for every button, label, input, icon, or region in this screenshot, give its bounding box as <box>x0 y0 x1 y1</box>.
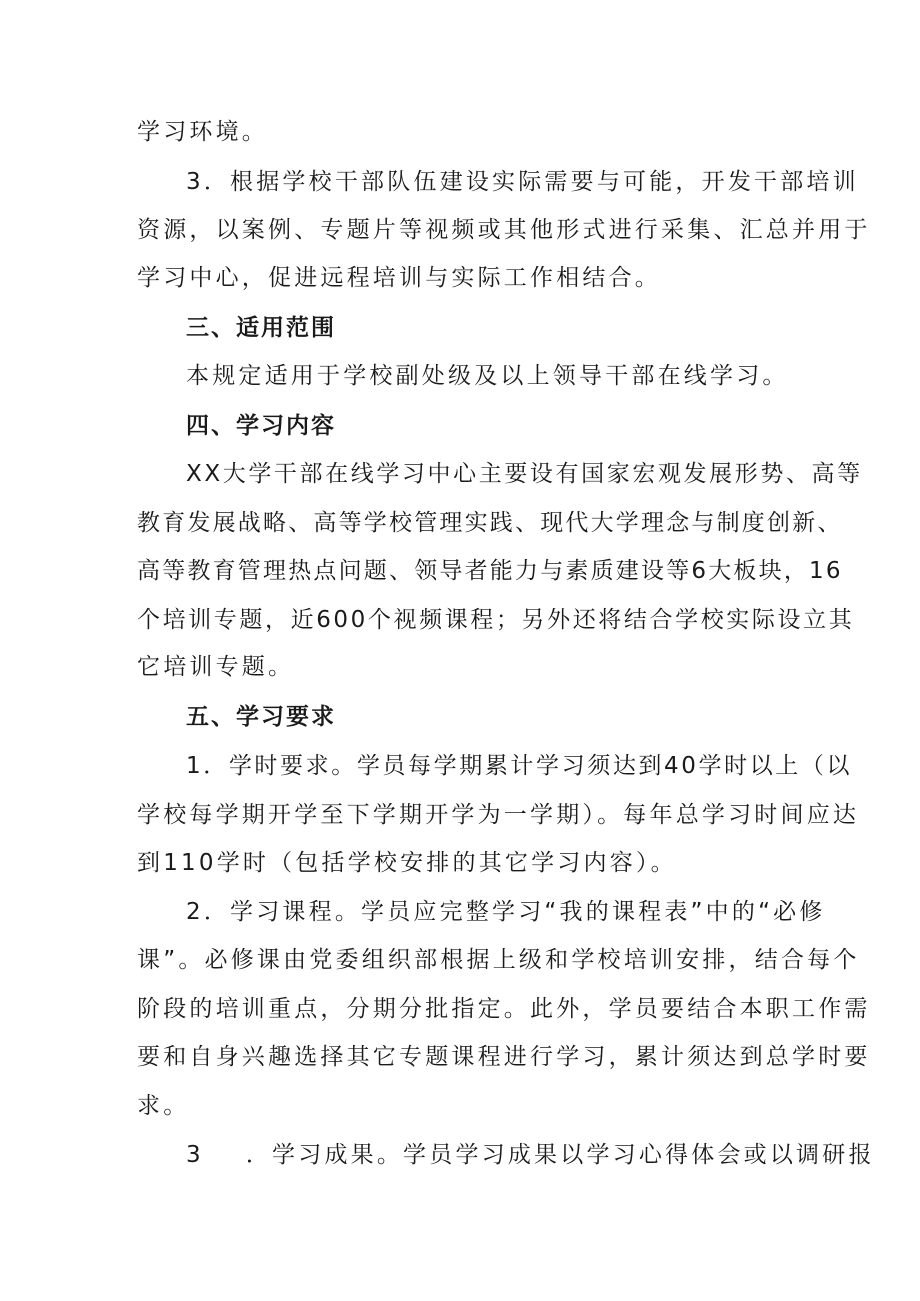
paragraph-line: 学校每学期开学至下学期开学为一学期）。每年总学习时间应达 <box>137 802 860 828</box>
paragraph-line: 个培训专题，近600个视频课程；另外还将结合学校实际设立其 <box>137 607 855 633</box>
item-text: ．学习成果。学员学习成果以学习心得体会或以调研报 <box>245 1142 875 1168</box>
paragraph-line: 它培训专题。 <box>137 654 295 680</box>
paragraph-line: 求。 <box>137 1093 190 1119</box>
paragraph-line: 到110学时（包括学校安排的其它学习内容）。 <box>137 850 677 876</box>
item-number: 3 <box>186 1142 204 1168</box>
paragraph-line: 教育发展战略、高等学校管理实践、现代大学理念与制度创新、 <box>137 510 843 536</box>
paragraph-line: 1．学时要求。学员每学期累计学习须达到40学时以上（以 <box>186 753 853 779</box>
paragraph-line: 要和自身兴趣选择其它专题课程进行学习，累计须达到总学时要 <box>137 1044 871 1070</box>
paragraph-line: 高等教育管理热点问题、领导者能力与素质建设等6大板块，16 <box>137 558 843 584</box>
paragraph-line: 课”。必修课由党委组织部根据上级和学校培训安排，结合每个 <box>137 947 860 973</box>
paragraph-line: 3．根据学校干部队伍建设实际需要与可能，开发干部培训 <box>186 169 859 195</box>
section-heading-content: 四、学习内容 <box>186 413 336 439</box>
paragraph-line: 资源，以案例、专题片等视频或其他形式进行采集、汇总并用于 <box>137 217 871 243</box>
paragraph-line: 2．学习课程。学员应完整学习“我的课程表”中的“必修 <box>186 899 826 925</box>
section-heading-requirements: 五、学习要求 <box>186 704 336 730</box>
paragraph-line: 学习环境。 <box>137 119 268 145</box>
paragraph-line: 阶段的培训重点，分期分批指定。此外，学员要结合本职工作需 <box>137 996 871 1022</box>
paragraph-line <box>186 1140 875 1170</box>
section-heading-scope: 三、适用范围 <box>186 315 336 341</box>
paragraph-line: XX大学干部在线学习中心主要设有国家宏观发展形势、高等 <box>186 461 863 487</box>
paragraph-line: 本规定适用于学校副处级及以上领导干部在线学习。 <box>186 363 789 389</box>
paragraph-line: 学习中心，促进远程培训与实际工作相结合。 <box>137 265 661 291</box>
